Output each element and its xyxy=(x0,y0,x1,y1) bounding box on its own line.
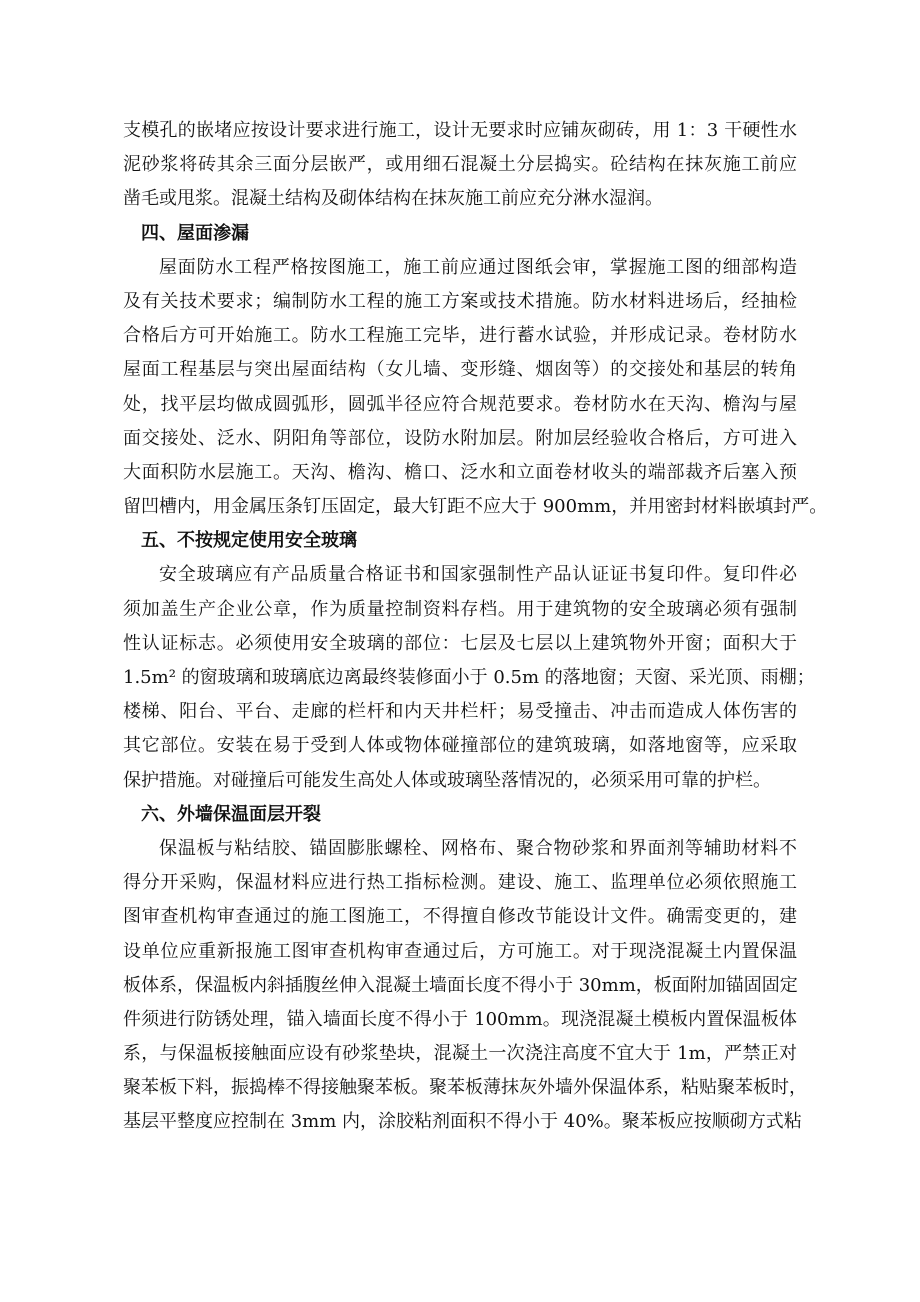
section-heading-wall-insulation: 六、外墙保温面层开裂 xyxy=(141,803,321,825)
text-line: 支模孔的嵌堵应按设计要求进行施工，设计无要求时应铺灰砌砖，用 1：3 干硬性水 xyxy=(123,120,797,141)
text-line: 及有关技术要求；编制防水工程的施工方案或技术措施。防水材料进场后，经抽检 xyxy=(123,290,797,312)
text-line: 楼梯、阳台、平台、走廊的栏杆和内天井栏杆；易受撞击、冲击而造成人体伤害的 xyxy=(123,701,797,723)
text-line: 其它部位。安装在易于受到人体或物体碰撞部位的建筑玻璃，如落地窗等，应采取 xyxy=(123,735,797,757)
text-line: 大面积防水层施工。天沟、檐沟、檐口、泛水和立面卷材收头的端部裁齐后塞入预 xyxy=(123,461,797,483)
text-line: 须加盖生产企业公章，作为质量控制资料存档。用于建筑物的安全玻璃必须有强制 xyxy=(123,598,797,620)
text-line: 件须进行防锈处理，锚入墙面长度不得小于 100mm。现浇混凝土模板内置保温板体 xyxy=(123,1008,797,1030)
text-line: 留凹槽内，用金属压条钉压固定，最大钉距不应大于 900mm，并用密封材料嵌填封严。 xyxy=(123,496,828,518)
text-line: 凿毛或甩浆。混凝土结构及砌体结构在抹灰施工前应充分淋水湿润。 xyxy=(123,188,663,210)
text-line: 1.5m² 的窗玻璃和玻璃底边离最终装修面小于 0.5m 的落地窗；天窗、采光顶、雨棚； xyxy=(123,667,815,688)
text-line: 屋面防水工程严格按图施工，施工前应通过图纸会审，掌握施工图的细部构造 xyxy=(159,256,797,278)
text-line: 保温板与粘结胶、锚固膨胀螺栓、网格布、聚合物砂浆和界面剂等辅助材料不 xyxy=(159,837,797,859)
text-line: 面交接处、泛水、阴阳角等部位，设防水附加层。附加层经验收合格后，方可进入 xyxy=(123,427,797,449)
text-line: 图审查机构审查通过的施工图施工，不得擅自修改节能设计文件。确需变更的，建 xyxy=(123,906,797,928)
text-line: 得分开采购，保温材料应进行热工指标检测。建设、施工、监理单位必须依照施工 xyxy=(123,872,797,894)
paragraph-wall-insulation xyxy=(123,832,807,1140)
text-line: 安全玻璃应有产品质量合格证书和国家强制性产品认证证书复印件。复印件必 xyxy=(159,564,797,586)
text-line: 保护措施。对碰撞后可能发生高处人体或玻璃坠落情况的，必须采用可靠的护栏。 xyxy=(123,769,771,791)
text-line: 处，找平层均做成圆弧形，圆弧半径应符合规范要求。卷材防水在天沟、檐沟与屋 xyxy=(123,393,797,415)
text-line: 系，与保温板接触面应设有砂浆垫块，混凝土一次浇注高度不宜大于 1m，严禁正对 xyxy=(123,1043,797,1065)
text-line: 屋面工程基层与突出屋面结构（女儿墙、变形缝、烟囱等）的交接处和基层的转角 xyxy=(123,359,797,381)
paragraph-intro xyxy=(123,114,797,217)
text-line: 基层平整度应控制在 3mm 内，涂胶粘剂面积不得小于 40%。聚苯板应按顺砌方式粘 xyxy=(123,1111,802,1133)
text-line: 泥砂浆将砖其余三面分层嵌严，或用细石混凝土分层捣实。砼结构在抹灰施工前应 xyxy=(123,154,797,176)
section-heading-roof-leakage: 四、屋面渗漏 xyxy=(141,222,249,244)
paragraph-safety-glass xyxy=(123,558,815,797)
paragraph-roof-leakage xyxy=(123,251,828,525)
text-line: 板体系，保温板内斜插腹丝伸入混凝土墙面长度不得小于 30mm，板面附加锚固固定 xyxy=(123,974,798,996)
text-line: 性认证标志。必须使用安全玻璃的部位：七层及七层以上建筑物外开窗；面积大于 xyxy=(123,632,797,654)
text-line: 设单位应重新报施工图审查机构审查通过后，方可施工。对于现浇混凝土内置保温 xyxy=(123,940,797,962)
text-line: 聚苯板下料，振捣棒不得接触聚苯板。聚苯板薄抹灰外墙外保温体系，粘贴聚苯板时， xyxy=(123,1077,807,1099)
section-heading-safety-glass: 五、不按规定使用安全玻璃 xyxy=(141,530,357,552)
text-line: 合格后方可开始施工。防水工程施工完毕，进行蓄水试验，并形成记录。卷材防水 xyxy=(123,325,797,347)
document-body xyxy=(123,114,828,1140)
